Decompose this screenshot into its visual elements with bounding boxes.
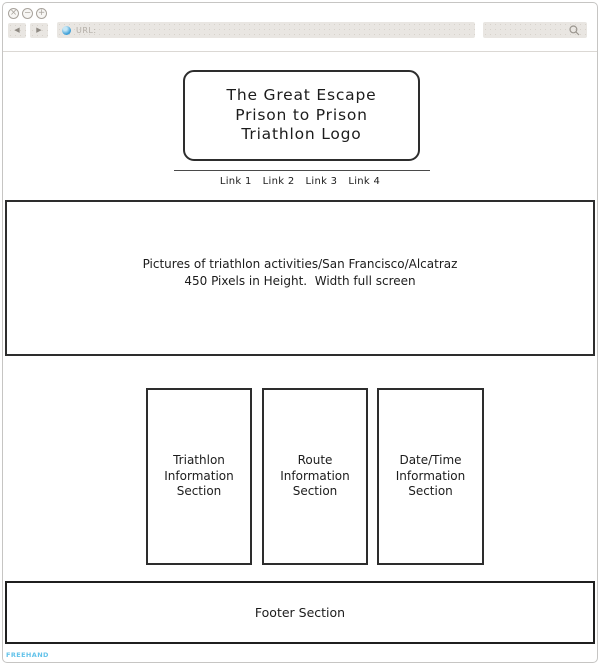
section-label: Date/Time Information Section	[395, 453, 466, 499]
logo-line: The Great Escape	[226, 86, 377, 105]
route-info-section	[262, 388, 368, 565]
back-button[interactable]	[8, 23, 26, 38]
nav-link-1[interactable]: Link 1	[219, 176, 252, 187]
section-label: Route Information Section	[280, 453, 350, 499]
hero-description-line: 450 Pixels in Height. Width full screen	[184, 274, 416, 288]
search-icon	[569, 25, 580, 36]
footer-section	[5, 581, 595, 644]
freehand-watermark: FREEHAND	[6, 651, 49, 659]
search-input[interactable]	[483, 22, 587, 38]
datetime-info-section	[377, 388, 484, 565]
forward-icon: ▶	[36, 26, 42, 34]
logo-line: Prison to Prison	[235, 105, 368, 124]
nav-link-2[interactable]: Link 2	[262, 176, 295, 187]
site-logo-box	[183, 70, 420, 161]
url-placeholder: URL:	[76, 25, 97, 35]
window-controls	[8, 8, 47, 19]
footer-label: Footer Section	[254, 605, 346, 620]
chrome-divider	[3, 51, 597, 52]
nav-divider-line	[174, 170, 430, 171]
close-icon[interactable]: ×	[9, 8, 18, 18]
logo-line: Triathlon Logo	[241, 125, 362, 144]
forward-button[interactable]	[30, 23, 48, 38]
url-input[interactable]	[57, 22, 475, 38]
nav-link-3[interactable]: Link 3	[305, 176, 338, 187]
browser-window	[2, 2, 598, 663]
hero-description-line: Pictures of triathlon activities/San Francisco/Alcatraz	[142, 257, 458, 271]
maximize-icon[interactable]: +	[37, 8, 46, 18]
globe-icon	[62, 26, 71, 35]
triathlon-info-section	[146, 388, 252, 565]
hero-image-placeholder	[5, 200, 595, 356]
back-icon: ◀	[14, 26, 20, 34]
section-label: Triathlon Information Section	[164, 453, 234, 499]
minimize-icon[interactable]: −	[23, 8, 32, 18]
nav-link-4[interactable]: Link 4	[348, 176, 381, 187]
nav-links	[3, 176, 597, 187]
